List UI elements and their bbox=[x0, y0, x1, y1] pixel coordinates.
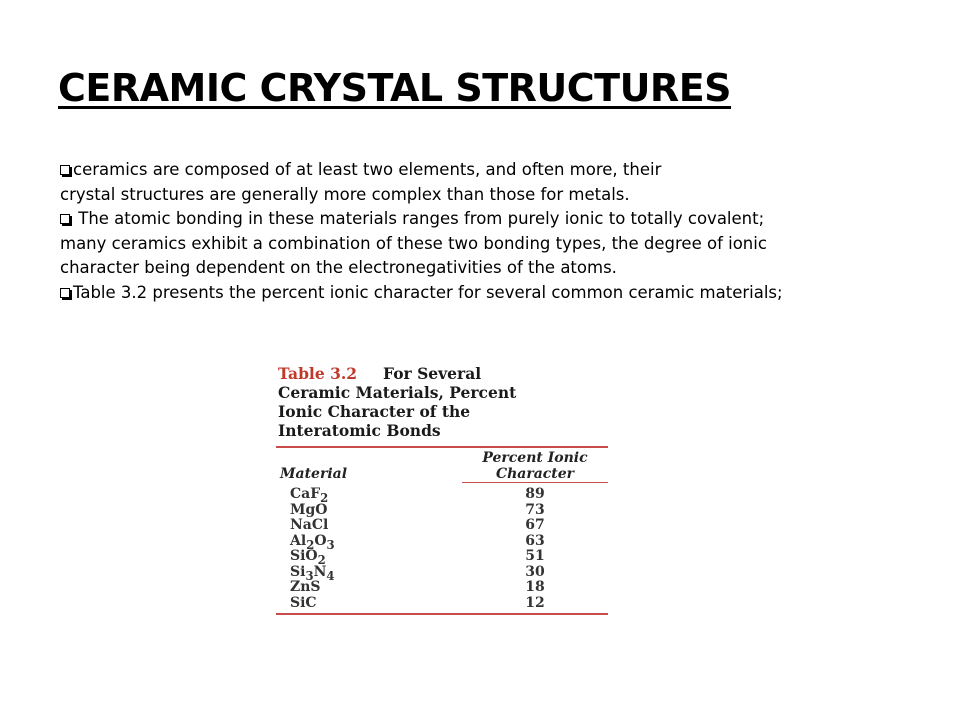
body-text bbox=[60, 158, 940, 306]
slide-title: CERAMIC CRYSTAL STRUCTURES bbox=[58, 66, 732, 110]
table-row bbox=[276, 487, 608, 503]
text-line: The atomic bonding in these materials ranges from purely ionic to totally covalent; bbox=[60, 207, 940, 232]
percent-cell: 12 bbox=[525, 594, 545, 611]
material-cell: NaCl bbox=[290, 517, 329, 533]
table-label: Table 3.2 bbox=[278, 364, 358, 383]
table-row bbox=[276, 565, 608, 581]
table-title-line: Interatomic Bonds bbox=[278, 421, 441, 440]
table-row bbox=[276, 503, 608, 519]
text-line: ceramics are composed of at least two elements, and often more, their bbox=[60, 158, 940, 183]
text-line: crystal structures are generally more complex than those for metals. bbox=[60, 184, 630, 204]
material-cell: ZnS bbox=[290, 579, 321, 595]
header-material: Material bbox=[280, 466, 348, 482]
paragraph-2 bbox=[60, 207, 940, 281]
table-title-line: Ceramic Materials, Percent bbox=[278, 383, 517, 402]
table-figure bbox=[276, 364, 608, 615]
percent-cell: 51 bbox=[525, 548, 545, 564]
percent-cell: 30 bbox=[525, 563, 545, 580]
table-bottom-rule bbox=[276, 613, 608, 615]
table-caption bbox=[278, 364, 608, 440]
material-cell: SiO$_2$ bbox=[290, 548, 326, 567]
paragraph-3 bbox=[60, 281, 940, 306]
table-header bbox=[276, 448, 608, 484]
material-cell: MgO bbox=[290, 501, 328, 518]
percent-cell: 18 bbox=[525, 579, 545, 595]
percent-cell: 89 bbox=[525, 486, 545, 502]
table-row bbox=[276, 596, 608, 612]
table-body bbox=[276, 484, 608, 613]
table-title-line: Ionic Character of the bbox=[278, 402, 471, 421]
header-percent: Percent Ionic Character bbox=[482, 450, 588, 482]
material-cell: $Al_2O_3$ bbox=[290, 532, 335, 552]
table-row bbox=[276, 549, 608, 565]
paragraph-1 bbox=[60, 158, 940, 207]
table-row bbox=[276, 534, 608, 550]
checkbox-bullet-icon bbox=[60, 288, 70, 298]
text-line: character being dependent on the electronegativities of the atoms. bbox=[60, 258, 617, 278]
table-row bbox=[276, 518, 608, 534]
material-cell: CaF$_2$ bbox=[290, 486, 329, 505]
checkbox-bullet-icon bbox=[60, 165, 70, 175]
text-line: many ceramics exhibit a combination of these two bonding types, the degree of ionic bbox=[60, 233, 767, 253]
material-cell: SiC bbox=[290, 594, 317, 611]
checkbox-bullet-icon bbox=[60, 214, 70, 224]
percent-cell: 63 bbox=[525, 532, 545, 549]
material-cell: $Si_3N_4$ bbox=[290, 563, 335, 583]
table-row bbox=[276, 580, 608, 596]
text-line: Table 3.2 presents the percent ionic character for several common ceramic materials; bbox=[60, 281, 940, 306]
table-title-line: For Several bbox=[383, 364, 482, 383]
percent-cell: 73 bbox=[525, 501, 545, 518]
percent-cell: 67 bbox=[525, 517, 545, 533]
header-underline bbox=[462, 482, 608, 483]
